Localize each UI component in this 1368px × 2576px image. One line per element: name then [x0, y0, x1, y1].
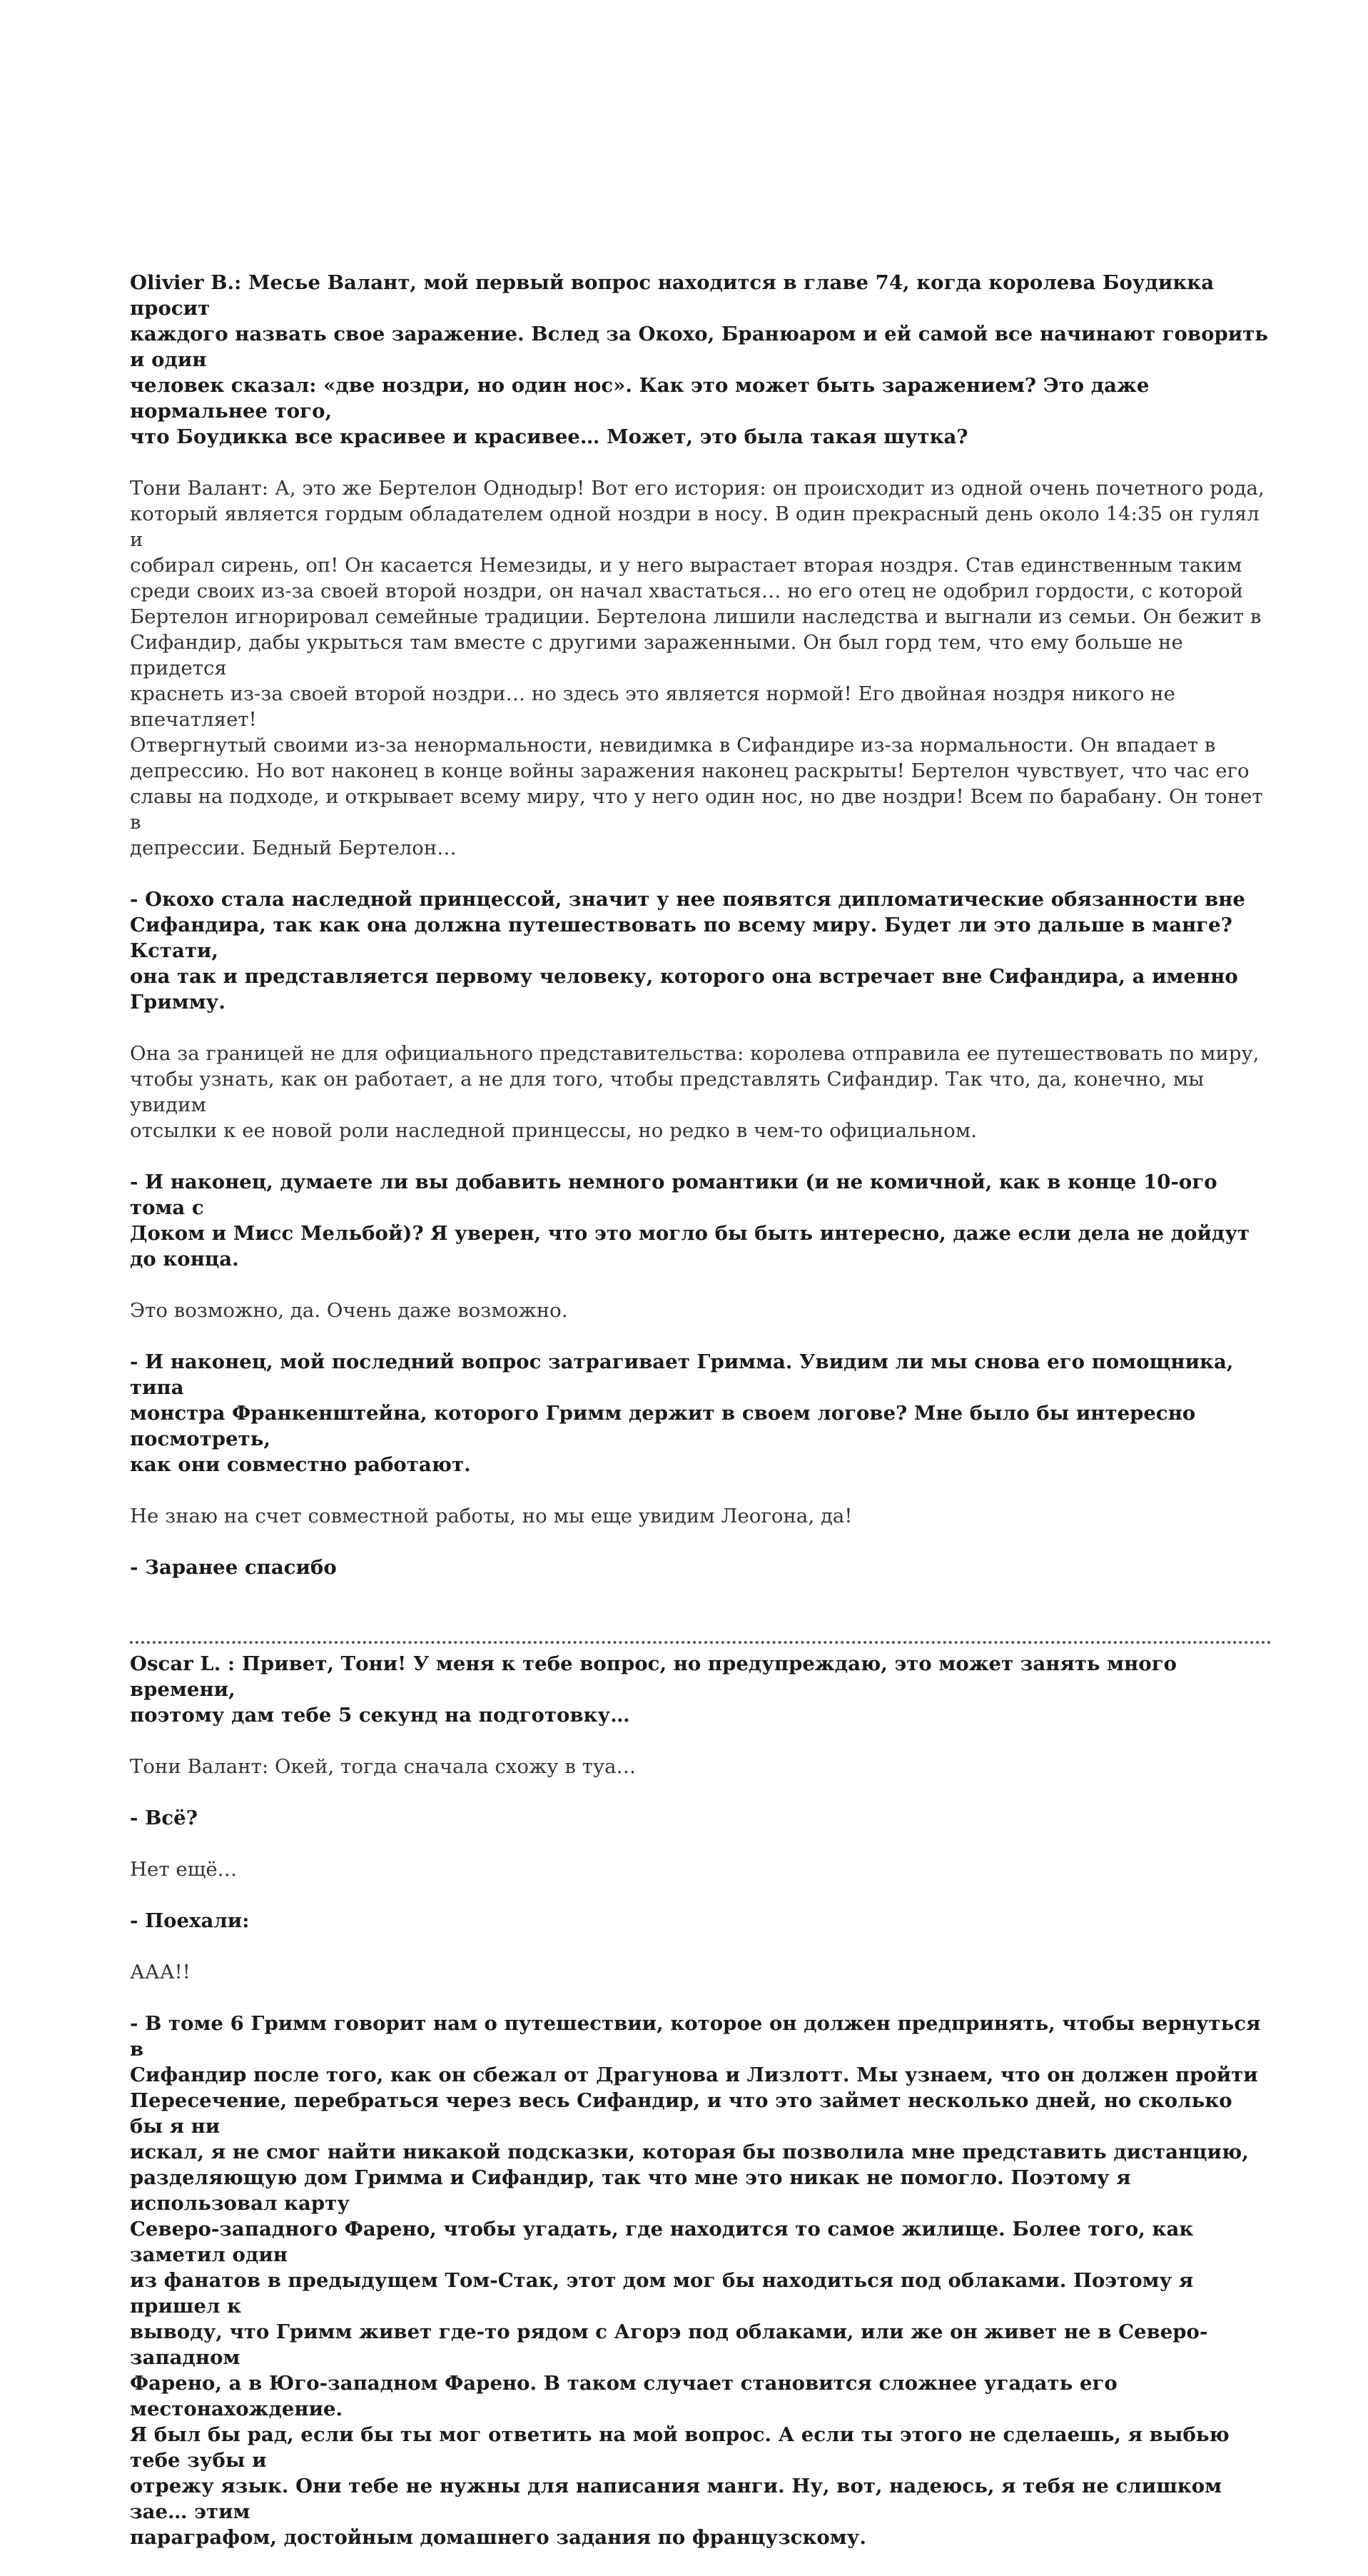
thanks-line: - Заранее спасибо: [130, 1556, 337, 1579]
dotted-separator: [130, 1615, 1272, 1644]
question-romance: - И наконец, думаете ли вы добавить немного романтики (и не комичной, как в конце 10-ого тома с Доком и Мисс Мельбой)? Я уверен, что это могло бы быть интересно, даже если дела не дойдут до конца.: [130, 1171, 1250, 1271]
question-oscar-intro: Oscar L. : Привет, Тони! У меня к тебе вопрос, но предупреждаю, это может занять много времени, поэтому дам тебе 5 секунд на подготовку…: [130, 1652, 1177, 1727]
question-go: - Поехали:: [130, 1909, 250, 1932]
answer-okoho-princess: Она за границей не для официального представительства: королева отправила ее путешествовать по миру, чтобы узнать, как он работает, а не для того, чтобы представлять Сифандир. Так что, да, конечно, мы увидим отсылки к ее новой роли наследной принцессы, но редко в чем-то официальном.: [130, 1042, 1260, 1142]
answer-go: ААА!!: [130, 1961, 191, 1984]
answer-oscar-intro: Тони Валант: Окей, тогда сначала схожу в туа…: [130, 1755, 637, 1778]
document-page: [130, 270, 1272, 2576]
answer-ready: Нет ещё…: [130, 1858, 238, 1881]
question-okoho-princess: - Окохо стала наследной принцессой, значит у нее появятся дипломатические обязанности вне Сифандира, так как она должна путешествовать по всему миру. Будет ли это дальше в манге? Кстати, она так и представляется первому человеку, которого она встречает вне Сифандира, а именно Гримму.: [130, 888, 1245, 1014]
question-ready: - Всё?: [130, 1807, 198, 1829]
answer-romance: Это возможно, да. Очень даже возможно.: [130, 1299, 568, 1322]
question-grimm-assistant: - И наконец, мой последний вопрос затрагивает Гримма. Увидим ли мы снова его помощника, типа монстра Франкенштейна, которого Гримм держит в своем логове? Мне было бы интересно посмотреть, как они совместно работают.: [130, 1350, 1234, 1476]
question-grimm-house: - В томе 6 Гримм говорит нам о путешествии, которое он должен предпринять, чтобы вернуться в Сифандир после того, как он сбежал от Драгунова и Лизлотт. Мы узнаем, что он должен пройти Пересечение, перебраться через весь Сифандир, и что это займет несколько дней, но сколько бы я ни искал, я не смог найти никакой подсказки, которая бы позволила мне представить дистанцию, разделяющую дом Гримма и Сифандир, так что мне это никак не помогло. Поэтому я использовал карту Северо-западного Фарено, чтобы угадать, где находится то самое жилище. Более того, как заметил один из фанатов в предыдущем Том-Стак, этот дом мог бы находиться под облаками. Поэтому я пришел к выводу, что Гримм живет где-то рядом с Агорэ под облаками, или же он живет не в Северо-западном Фарено, а в Юго-западном Фарено. В таком случает становится сложнее угадать его местонахождение. Я был бы рад, если бы ты мог ответить на мой вопрос. А если ты этого не сделаешь, я выбью тебе зубы и отрежу язык. Они тебе не нужны для написания манги. Ну, вот, надеюсь, я тебя не слишком зае… этим параграфом, достойным домашнего задания по французскому.: [130, 2012, 1261, 2549]
question-olivier-1: Olivier B.: Месье Валант, мой первый вопрос находится в главе 74, когда королева Боудикка просит каждого назвать свое заражение. Вслед за Окохо, Бранюаром и ей самой все начинают говорить и один человек сказал: «две ноздри, но один нос». Как это может быть заражением? Это даже нормальнее того, что Боудикка все красивее и красивее… Может, это была такая шутка?: [130, 271, 1269, 448]
answer-grimm-assistant: Не знаю на счет совместной работы, но мы еще увидим Леогона, да!: [130, 1505, 853, 1527]
answer-bertelon: Тони Валант: А, это же Бертелон Однодыр! Вот его история: он происходит из одной очень почетного рода, который является гордым обладателем одной ноздри в носу. В один прекрасный день около 14:35 он гулял и собирал сирень, оп! Он касается Немезиды, и у него вырастает вторая ноздря. Став единственным таким среди своих из-за своей второй ноздри, он начал хвастаться… но его отец не одобрил гордости, с которой Бертелон игнорировал семейные традиции. Бертелона лишили наследства и выгнали из семьи. Он бежит в Сифандир, дабы укрыться там вместе с другими зараженными. Он был горд тем, что ему больше не придется краснеть из-за своей второй ноздри… но здесь это является нормой! Его двойная ноздря никого не впечатляет! Отвергнутый своими из-за ненормальности, невидимка в Сифандире из-за нормальности. Он впадает в депрессию. Но вот наконец в конце войны заражения наконец раскрыты! Бертелон чувствует, что час его славы на подходе, и открывает всему миру, что у него один нос, но две ноздри! Всем по барабану. Он тонет в депрессии. Бедный Бертелон…: [130, 477, 1265, 859]
